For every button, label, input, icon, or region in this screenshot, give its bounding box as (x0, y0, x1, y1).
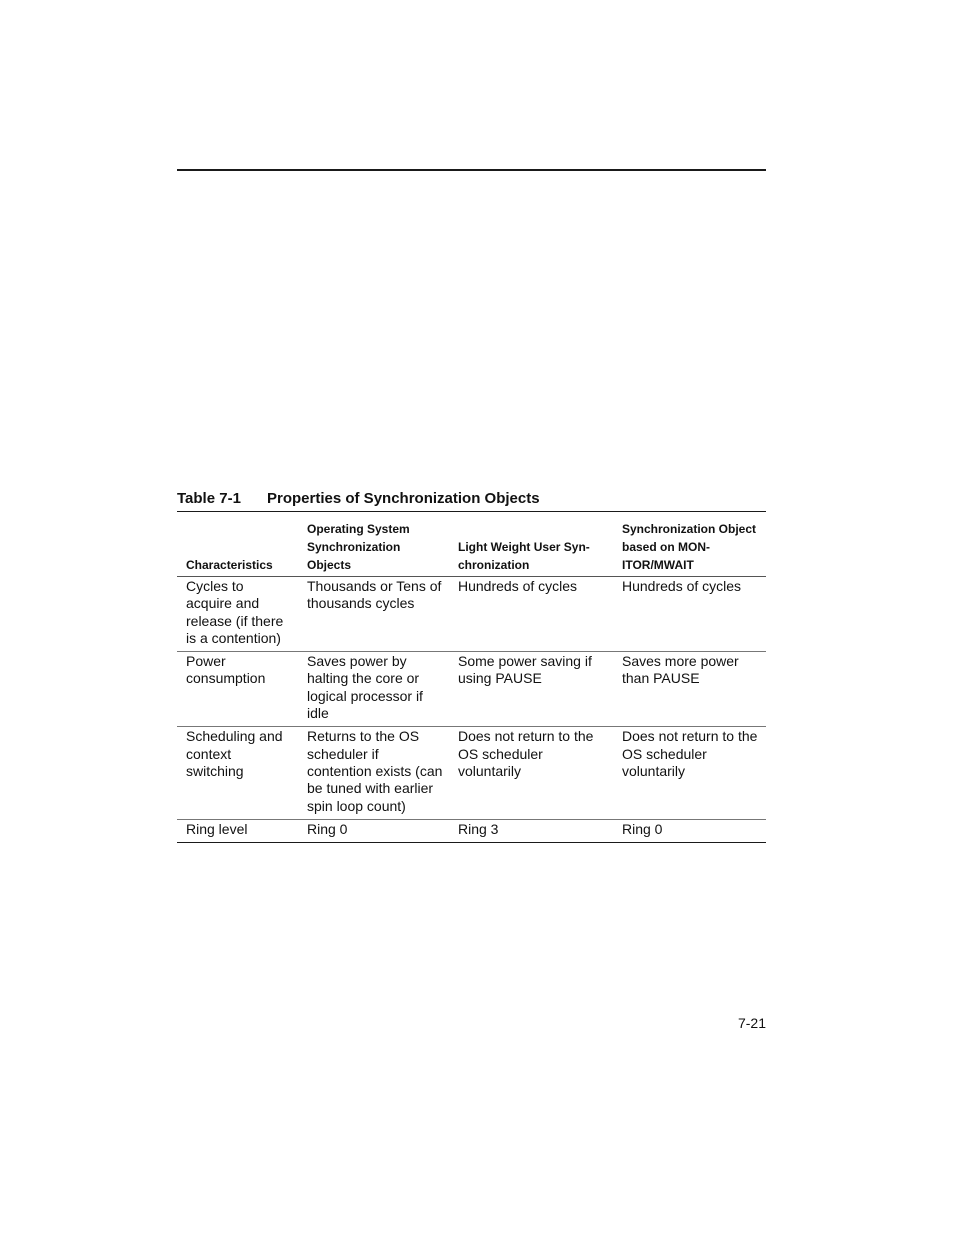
table-cell: Ring level (186, 820, 248, 837)
table-cell: Saves more power than PAUSE (613, 652, 766, 727)
table-cell: Returns to the OS scheduler if contention exists (can be tuned with earlier spin loop count) (298, 727, 449, 819)
table-cell: Cycles to acquire and release (if there is a contention) (177, 577, 298, 652)
header-os-sync-objects: Operating System Synchronization Objects (298, 512, 449, 577)
table-cell: Does not return to the OS scheduler voluntarily (613, 727, 766, 819)
table-cell: Hundreds of cycles (449, 577, 613, 652)
table-cell: Power consumption (177, 652, 298, 727)
table-cell: Scheduling and context switching (177, 727, 298, 819)
table-cell: Ring 0 (307, 820, 348, 837)
table-cell: Some power saving if using PAUSE (449, 652, 613, 727)
table-row (177, 652, 766, 727)
synchronization-properties-table (177, 511, 766, 843)
table-cell: Saves power by halting the core or logical processor if idle (298, 652, 449, 727)
table-row (177, 727, 766, 819)
table-container (177, 511, 766, 843)
table-title: Properties of Synchronization Objects (267, 490, 540, 507)
table-cell: Ring 0 (622, 820, 663, 837)
table-caption (177, 489, 766, 509)
table-row (177, 577, 766, 652)
table-cell: Ring 3 (458, 820, 499, 837)
header-rule (177, 169, 766, 171)
header-light-weight-user-sync: Light Weight User Syn- chronization (449, 512, 613, 577)
table-cell: Hundreds of cycles (613, 577, 766, 652)
page-number: 7-21 (737, 1015, 766, 1031)
table-number: Table 7-1 (177, 490, 241, 507)
header-monitor-mwait-sync: Synchronization Object based on MON- ITOR/MWAIT (613, 512, 766, 577)
header-characteristics: Characteristics (177, 512, 298, 577)
table-cell: Thousands or Tens of thousands cycles (298, 577, 449, 652)
table-header-row (177, 512, 766, 577)
table-cell: Does not return to the OS scheduler voluntarily (449, 727, 613, 819)
table-row (177, 819, 766, 842)
